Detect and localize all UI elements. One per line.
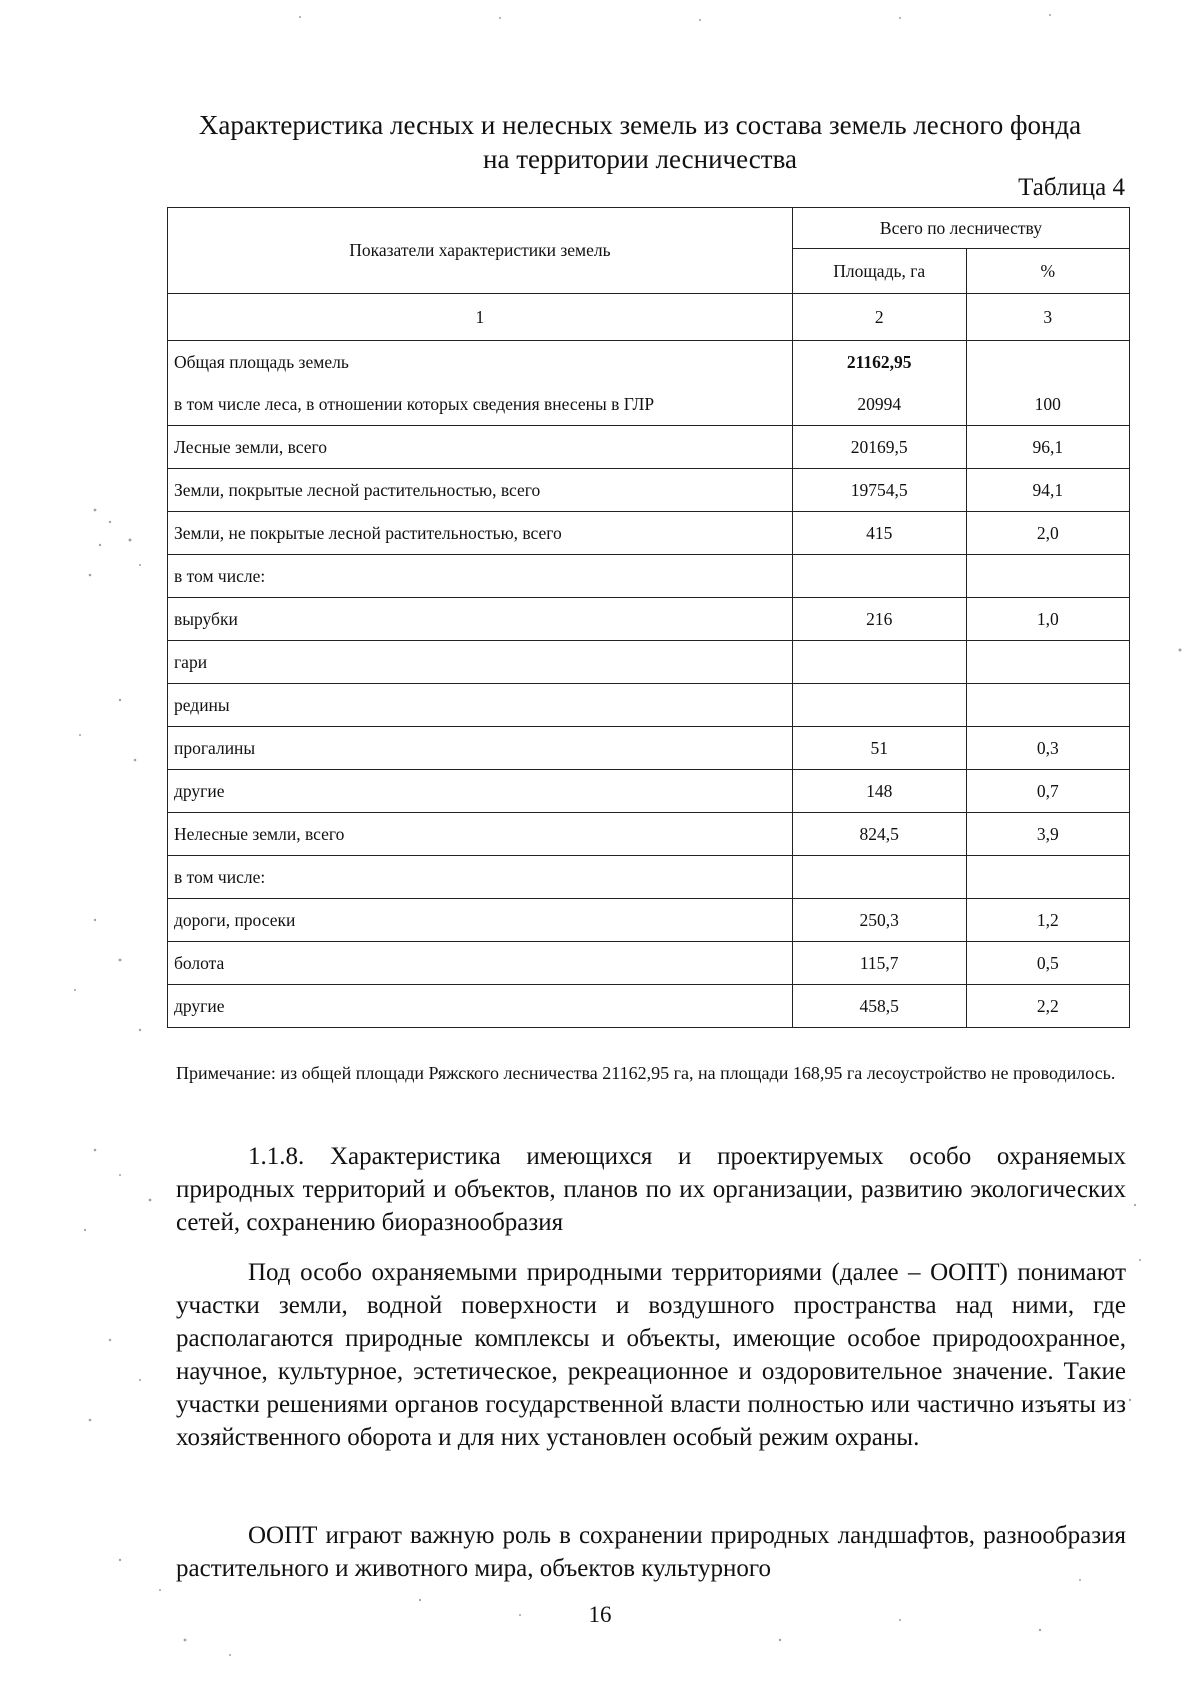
table-row xyxy=(168,469,1130,512)
row-label: Земли, покрытые лесной растительностью, всего xyxy=(168,469,793,512)
row-label: Лесные земли, всего xyxy=(168,426,793,469)
row-area xyxy=(792,856,966,899)
row-label: в том числе: xyxy=(168,856,793,899)
row-area xyxy=(792,684,966,727)
header-group: Всего по лесничеству xyxy=(792,208,1129,249)
table-label: Таблица 4 xyxy=(1018,174,1125,201)
table-note: Примечание: из общей площади Ряжского лесничества 21162,95 га, на площади 168,95 га лесоустройство не проводилось. xyxy=(176,1063,1116,1083)
row-percent: 100 xyxy=(966,383,1129,426)
column-number: 1 xyxy=(168,294,793,341)
row-area: 19754,5 xyxy=(792,469,966,512)
row-label: Нелесные земли, всего xyxy=(168,813,793,856)
row-percent xyxy=(966,641,1129,684)
row-percent: 0,3 xyxy=(966,727,1129,770)
row-area: 51 xyxy=(792,727,966,770)
row-label: болота xyxy=(168,942,793,985)
column-number: 2 xyxy=(792,294,966,341)
row-percent: 0,7 xyxy=(966,770,1129,813)
row-percent: 1,2 xyxy=(966,899,1129,942)
row-label: прогалины xyxy=(168,727,793,770)
row-percent: 2,2 xyxy=(966,985,1129,1028)
table-row xyxy=(168,985,1130,1028)
page-number: 16 xyxy=(588,1602,612,1627)
table-row xyxy=(168,770,1130,813)
table-row xyxy=(168,641,1130,684)
row-area: 458,5 xyxy=(792,985,966,1028)
row-label: в том числе: xyxy=(168,555,793,598)
row-area: 20994 xyxy=(792,383,966,426)
row-area: 250,3 xyxy=(792,899,966,942)
row-area: 216 xyxy=(792,598,966,641)
column-number: 3 xyxy=(966,294,1129,341)
paragraph xyxy=(176,1256,1126,1454)
row-area: 115,7 xyxy=(792,942,966,985)
row-label: дороги, просеки xyxy=(168,899,793,942)
row-percent xyxy=(966,341,1129,384)
table-row xyxy=(168,383,1130,426)
row-percent: 2,0 xyxy=(966,512,1129,555)
paragraph-text: Под особо охраняемыми природными территориями (далее – ООПТ) понимают участки земли, водной поверхности и воздушного пространства над ними, где располагаются природные комплексы и объекты, имеющие особое природоохранное, научное, культурное, эстетическое, рекреационное и оздоровительное значение. Такие участки решениями органов государственной власти полностью или частично изъяты из хозяйственного оборота и для них установлен особый режим охраны. xyxy=(176,1259,1126,1451)
land-characteristics-table xyxy=(167,207,1130,1028)
header-area: Площадь, га xyxy=(792,249,966,294)
table-row xyxy=(168,942,1130,985)
row-label: Общая площадь земель xyxy=(168,341,793,384)
section-heading-text: 1.1.8. Характеристика имеющихся и проектируемых особо охраняемых природных территорий и объектов, планов по их организации, развитию экологических сетей, сохранению биоразнообразия xyxy=(176,1143,1126,1236)
document-title xyxy=(160,108,1120,176)
row-label: в том числе леса, в отношении которых сведения внесены в ГЛР xyxy=(168,383,793,426)
row-area: 148 xyxy=(792,770,966,813)
table-row xyxy=(168,684,1130,727)
row-area: 21162,95 xyxy=(792,341,966,384)
table-row xyxy=(168,856,1130,899)
row-percent: 96,1 xyxy=(966,426,1129,469)
column-number-row xyxy=(168,294,1130,341)
table-header-row xyxy=(168,208,1130,249)
row-area: 20169,5 xyxy=(792,426,966,469)
row-label: редины xyxy=(168,684,793,727)
row-percent: 0,5 xyxy=(966,942,1129,985)
row-label: Земли, не покрытые лесной растительностью, всего xyxy=(168,512,793,555)
table-row xyxy=(168,813,1130,856)
table-row xyxy=(168,512,1130,555)
table-row xyxy=(168,899,1130,942)
paragraph xyxy=(176,1519,1126,1585)
row-area xyxy=(792,555,966,598)
row-percent: 94,1 xyxy=(966,469,1129,512)
table-row xyxy=(168,426,1130,469)
row-percent xyxy=(966,856,1129,899)
row-area: 415 xyxy=(792,512,966,555)
table-row xyxy=(168,555,1130,598)
table-row xyxy=(168,727,1130,770)
title-line-2: на территории лесничества xyxy=(483,144,797,174)
row-label: гари xyxy=(168,641,793,684)
row-percent: 3,9 xyxy=(966,813,1129,856)
row-area: 824,5 xyxy=(792,813,966,856)
row-percent: 1,0 xyxy=(966,598,1129,641)
header-percent: % xyxy=(966,249,1129,294)
row-label: другие xyxy=(168,770,793,813)
title-line-1: Характеристика лесных и нелесных земель из состава земель лесного фонда xyxy=(198,110,1082,140)
section-heading xyxy=(176,1140,1126,1239)
row-label: вырубки xyxy=(168,598,793,641)
table-row xyxy=(168,598,1130,641)
row-label: другие xyxy=(168,985,793,1028)
row-percent xyxy=(966,684,1129,727)
row-area xyxy=(792,641,966,684)
header-indicator: Показатели характеристики земель xyxy=(168,208,793,294)
row-percent xyxy=(966,555,1129,598)
paragraph-text: ООПТ играют важную роль в сохранении природных ландшафтов, разнообразия растительного и животного мира, объектов культурного xyxy=(176,1522,1126,1582)
table-row xyxy=(168,341,1130,384)
